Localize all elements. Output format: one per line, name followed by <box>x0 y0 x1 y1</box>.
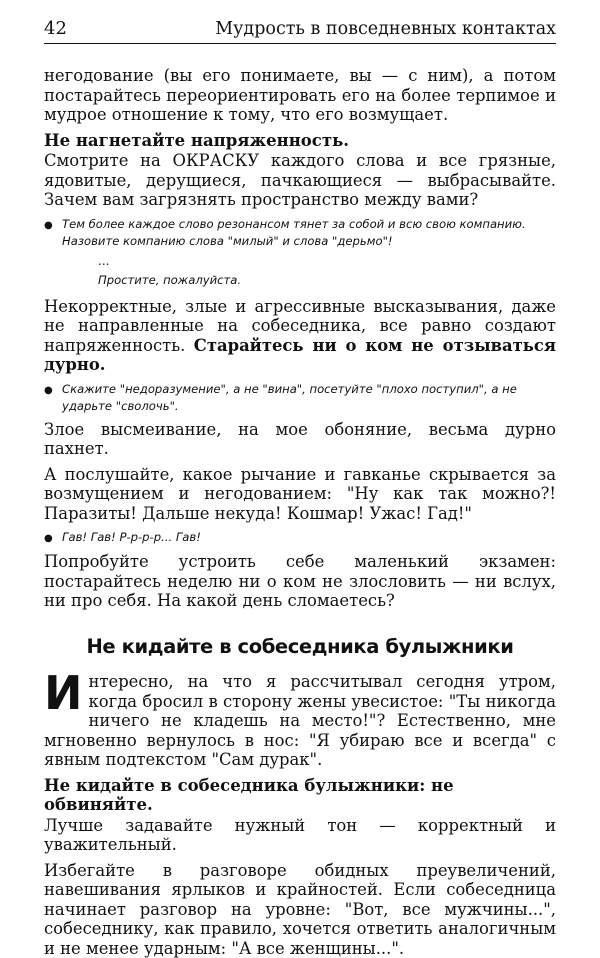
paragraph-incorrect <box>44 297 556 375</box>
example-tail: Простите, пожалуйста. <box>98 272 556 289</box>
rule-heading-tension: Не нагнетайте напряженность. <box>44 131 556 151</box>
example-text: Скажите "недоразумение", а не "вина", посетуйте "плохо поступил", а не ударьте "сволочь". <box>62 381 556 415</box>
example-block <box>44 529 556 547</box>
drop-cap: И <box>44 674 83 712</box>
paragraph-text: нтересно, на что я рассчитывал сегодня утром, когда бросил в сторону жены увесистое: "Ты никогда ничего не кладешь на место!"? Естественно, мне мгновенно вернулось в нос: "Я убираю все и всегда" с явным подтекстом "Сам дурак". <box>44 672 556 769</box>
paragraph-mockery: Злое высмеивание, на мое обоняние, весьма дурно пахнет. <box>44 420 556 459</box>
paragraph-growling: А послушайте, какое рычание и гавканье скрывается за возмущением и негодованием: "Ну как так можно?! Паразиты! Дальше некуда! Кошмар! Ужас! Гад!" <box>44 465 556 524</box>
page-number: 42 <box>44 18 67 40</box>
example-text: Тем более каждое слово резонансом тянет за собой и всю свою компанию. Назовите компанию слова "милый" и слова "дерьмо"! <box>62 216 556 250</box>
running-header <box>44 18 556 44</box>
section-heading: Не кидайте в собеседника булыжники <box>44 637 556 657</box>
paragraph-coloring: Смотрите на ОКРАСКУ каждого слова и все грязные, ядовитые, дерущиеся, пачкающиеся — выбрасывайте. Зачем вам загрязнять пространство между вами? <box>44 151 556 210</box>
running-title: Мудрость в повседневных контактах <box>215 18 556 40</box>
paragraph-tone: Лучше задавайте нужный тон — корректный и уважительный. <box>44 816 556 855</box>
bullet-icon: ● <box>44 216 62 250</box>
paragraph-continuation: негодование (вы его понимаете, вы — с ним), а потом постарайтесь переориентировать его на более терпимое и мудрое отношение к тому, что его возмущает. <box>44 66 556 125</box>
example-block <box>44 381 556 415</box>
paragraph-dropcap <box>44 672 556 770</box>
paragraph-bold-rule: Старайтесь ни о ком не отзываться дурно. <box>44 336 556 375</box>
bullet-icon: ● <box>44 381 62 415</box>
bullet-icon: ● <box>44 529 62 547</box>
paragraph-text: Некорректные, злые и агрессивные высказывания, даже не направленные на собеседника, все равно создают напряженность. <box>44 297 556 355</box>
rule-heading-accuse: Не кидайте в собеседника булыжники: не обвиняйте. <box>44 776 556 815</box>
paragraph-exaggeration: Избегайте в разговоре обидных преувеличений, навешивания ярлыков и крайностей. Если собеседница начинает разговор на уровне: "Вот, все мужчины...", собеседнику, как правило, хочется ответить аналогичным и не менее ударным: "А все женщины...". <box>44 861 556 958</box>
example-ellipsis: ... <box>98 255 556 268</box>
example-text: Гав! Гав! Р-р-р-р... Гав! <box>62 529 556 547</box>
example-block <box>44 216 556 250</box>
paragraph-exam: Попробуйте устроить себе маленький экзамен: постарайтесь неделю ни о ком не злословить — ни вслух, ни про себя. На какой день сломаетесь? <box>44 552 556 611</box>
page-body <box>44 66 556 958</box>
